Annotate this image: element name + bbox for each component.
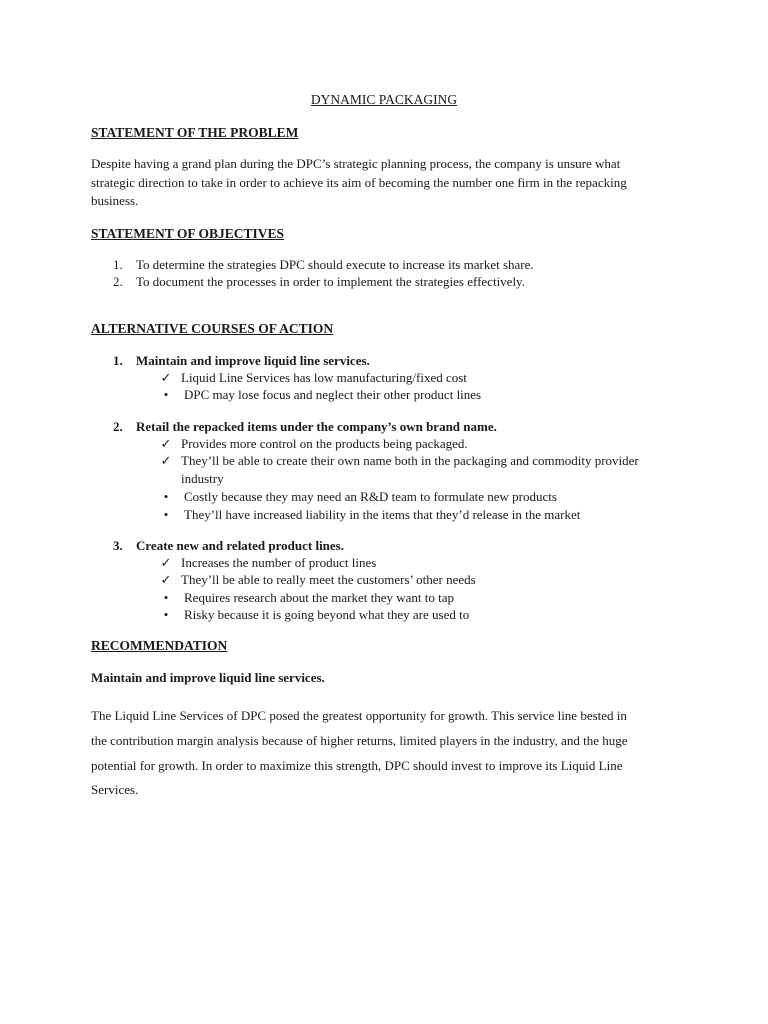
alternatives-heading: ALTERNATIVE COURSES OF ACTION xyxy=(91,321,334,336)
point-text: Risky because it is going beyond what they are used to xyxy=(184,607,470,622)
alternative-title: Maintain and improve liquid line services. xyxy=(136,353,370,368)
check-icon: ✓ xyxy=(160,572,172,587)
objective-text: To determine the strategies DPC should execute to increase its market share. xyxy=(136,257,534,272)
problem-line: Despite having a grand plan during the DPC’s strategic planning process, the company is unsure what xyxy=(91,156,621,171)
point-text: Requires research about the market they want to tap xyxy=(184,590,455,605)
point-text: Liquid Line Services has low manufacturing/fixed cost xyxy=(181,370,467,385)
alternative-number: 1. xyxy=(113,353,123,368)
alternative-title: Create new and related product lines. xyxy=(136,538,344,553)
check-icon: ✓ xyxy=(160,370,172,385)
bullet-icon: • xyxy=(163,507,169,522)
point-text: They’ll be able to really meet the customers’ other needs xyxy=(181,572,476,587)
recommendation-line: The Liquid Line Services of DPC posed the greatest opportunity for growth. This service line bested in xyxy=(91,708,627,723)
recommendation-line: the contribution margin analysis because of higher returns, limited players in the industry, and the huge xyxy=(91,733,628,748)
alternative-title: Retail the repacked items under the company’s own brand name. xyxy=(136,419,497,434)
check-icon: ✓ xyxy=(160,555,172,570)
alternative-number: 3. xyxy=(113,538,123,553)
recommendation-heading: RECOMMENDATION xyxy=(91,638,228,653)
objective-number: 2. xyxy=(113,274,123,289)
objective-number: 1. xyxy=(113,257,123,272)
check-icon: ✓ xyxy=(160,436,172,451)
point-text: Provides more control on the products being packaged. xyxy=(181,436,468,451)
point-text: They’ll have increased liability in the items that they’d release in the market xyxy=(184,507,581,522)
bullet-icon: • xyxy=(163,489,169,504)
recommendation-subheading: Maintain and improve liquid line services. xyxy=(91,670,325,685)
check-icon: ✓ xyxy=(160,453,172,468)
bullet-icon: • xyxy=(163,387,169,402)
point-text: industry xyxy=(181,471,224,486)
alternative-number: 2. xyxy=(113,419,123,434)
recommendation-line: potential for growth. In order to maximize this strength, DPC should invest to improve its Liquid Line xyxy=(91,758,623,773)
point-text: Increases the number of product lines xyxy=(181,555,377,570)
point-text: DPC may lose focus and neglect their other product lines xyxy=(184,387,482,402)
problem-heading: STATEMENT OF THE PROBLEM xyxy=(91,125,299,140)
point-text: Costly because they may need an R&D team to formulate new products xyxy=(184,489,557,504)
objective-text: To document the processes in order to implement the strategies effectively. xyxy=(136,274,525,289)
recommendation-line: Services. xyxy=(91,782,139,797)
problem-line: business. xyxy=(91,193,139,208)
objectives-heading: STATEMENT OF OBJECTIVES xyxy=(91,226,285,241)
bullet-icon: • xyxy=(163,590,169,605)
problem-line: strategic direction to take in order to achieve its aim of becoming the number one firm in the repacking xyxy=(91,175,627,190)
point-text: They’ll be able to create their own name both in the packaging and commodity provider xyxy=(181,453,639,468)
bullet-icon: • xyxy=(163,607,169,622)
document-title: DYNAMIC PACKAGING xyxy=(310,92,458,107)
